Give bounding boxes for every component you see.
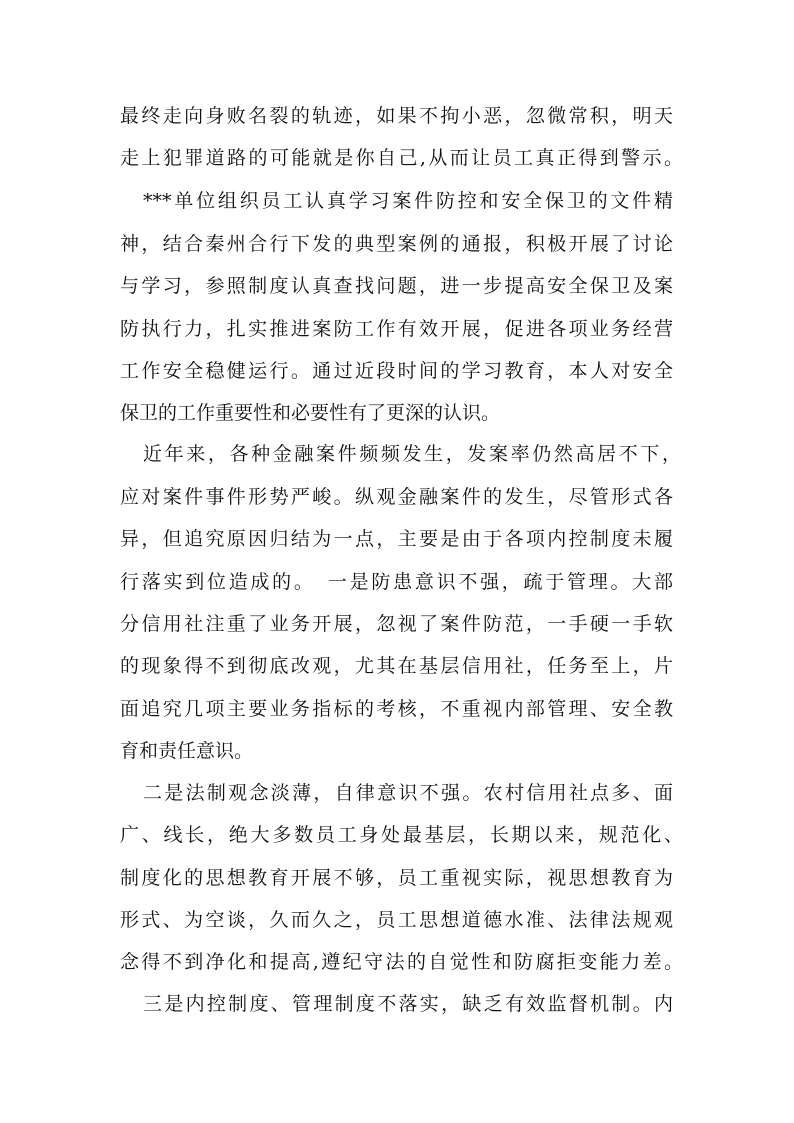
text-line: 形式、为空谈，久而久之，员工思想道德水准、法律法规观 [120,909,673,931]
text-line: 广、线长，绝大多数员工身处最基层，长期以来，规范化、 [120,824,683,846]
text-line: 异，但追究原因归结为一点，主要是由于各项内控制度未履 [120,528,673,550]
text-line: 走上犯罪道路的可能就是你自己,从而让员工真正得到警示。 [120,147,683,169]
text-line: 分信用社注重了业务开展，忽视了案件防范，一手硬一手软 [120,613,673,635]
text-line: 面追究几项主要业务指标的考核，不重视内部管理、安全教 [120,698,673,720]
text-line: 制度化的思想教育开展不够，员工重视实际，视思想教育为 [120,867,673,889]
text-line: 近年来，各种金融案件频频发生，发案率仍然高居不下， [143,443,681,465]
text-line: 念得不到净化和提高,遵纪守法的自觉性和防腐拒变能力差。 [120,951,683,973]
text-line: 二是法制观念淡薄，自律意识不强。农村信用社点多、面 [143,782,673,804]
text-line: 应对案件事件形势严峻。纵观金融案件的发生，尽管形式各 [120,486,673,508]
text-line: 工作安全稳健运行。通过近段时间的学习教育，本人对安全 [120,360,673,382]
text-line: 最终走向身败名裂的轨迹，如果不拘小恶，忽微常积，明天 [120,105,673,127]
text-line: 三是内控制度、管理制度不落实，缺乏有效监督机制。内 [143,993,673,1015]
text-line: ***单位组织员工认真学习案件防控和安全保卫的文件精 [143,190,673,212]
text-line: 育和责任意识。 [120,740,254,762]
text-line: 保卫的工作重要性和必要性有了更深的认识。 [120,402,501,424]
text-line: 与学习，参照制度认真查找问题，进一步提高安全保卫及案 [120,275,673,297]
text-line: 的现象得不到彻底改观，尤其在基层信用社，任务至上，片 [120,655,673,677]
text-line: 行落实到位造成的。 一是防患意识不强，疏于管理。大部 [120,571,673,593]
text-line: 神，结合秦州合行下发的典型案例的通报，积极开展了讨论 [120,233,673,255]
text-line: 防执行力，扎实推进案防工作有效开展，促进各项业务经营 [120,318,673,340]
